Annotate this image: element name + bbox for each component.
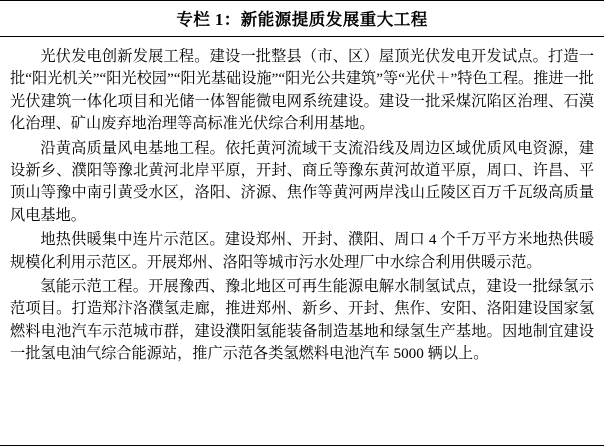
paragraph-photovoltaic: 光伏发电创新发展工程。建设一批整县（市、区）屋顶光伏发电开发试点。打造一批“阳光机关”“阳光校园”“阳光基础设施”“阳光公共建筑”等“光伏＋”特色工程。推进一批光伏建筑一体化项目和光储一体智能微电网系统建设。建设一批采煤沉陷区治理、石漠化治理、矿山废弃地治理等高标准光伏综合利用基地。 [10, 48, 594, 133]
paragraph-wind-power: 沿黄高质量风电基地工程。依托黄河流域干支流沿线及周边区域优质风电资源，建设新乡、濮阳等豫北黄河北岸平原，开封、商丘等豫东黄河故道平原，周口、许昌、平顶山等豫中南引黄受水区，洛阳、济源、焦作等黄河两岸浅山丘陵区百万千瓦级高质量风电基地。 [10, 139, 594, 224]
paragraph-geothermal: 地热供暖集中连片示范区。建设郑州、开封、濮阳、周口 4 个千万平方米地热供暖规模化利用示范区。开展郑州、洛阳等城市污水处理厂中水综合利用供暖示范。 [10, 231, 594, 271]
box-body [0, 37, 604, 447]
page-title: 专栏 1：新能源提质发展重大工程 [176, 10, 428, 29]
box-title-row [0, 0, 604, 37]
paragraph-hydrogen: 氢能示范工程。开展豫西、豫北地区可再生能源电解水制氢试点，建设一批绿氢示范项目。打造郑汴洛濮氢走廊，推进郑州、新乡、开封、焦作、安阳、洛阳建设国家氢燃料电池汽车示范城市群，建设濮阳氢能装备制造基地和绿氢生产基地。因地制宜建设一批氢电油气综合能源站，推广示范各类氢燃料电池汽车 5000 辆以上。 [10, 278, 594, 363]
